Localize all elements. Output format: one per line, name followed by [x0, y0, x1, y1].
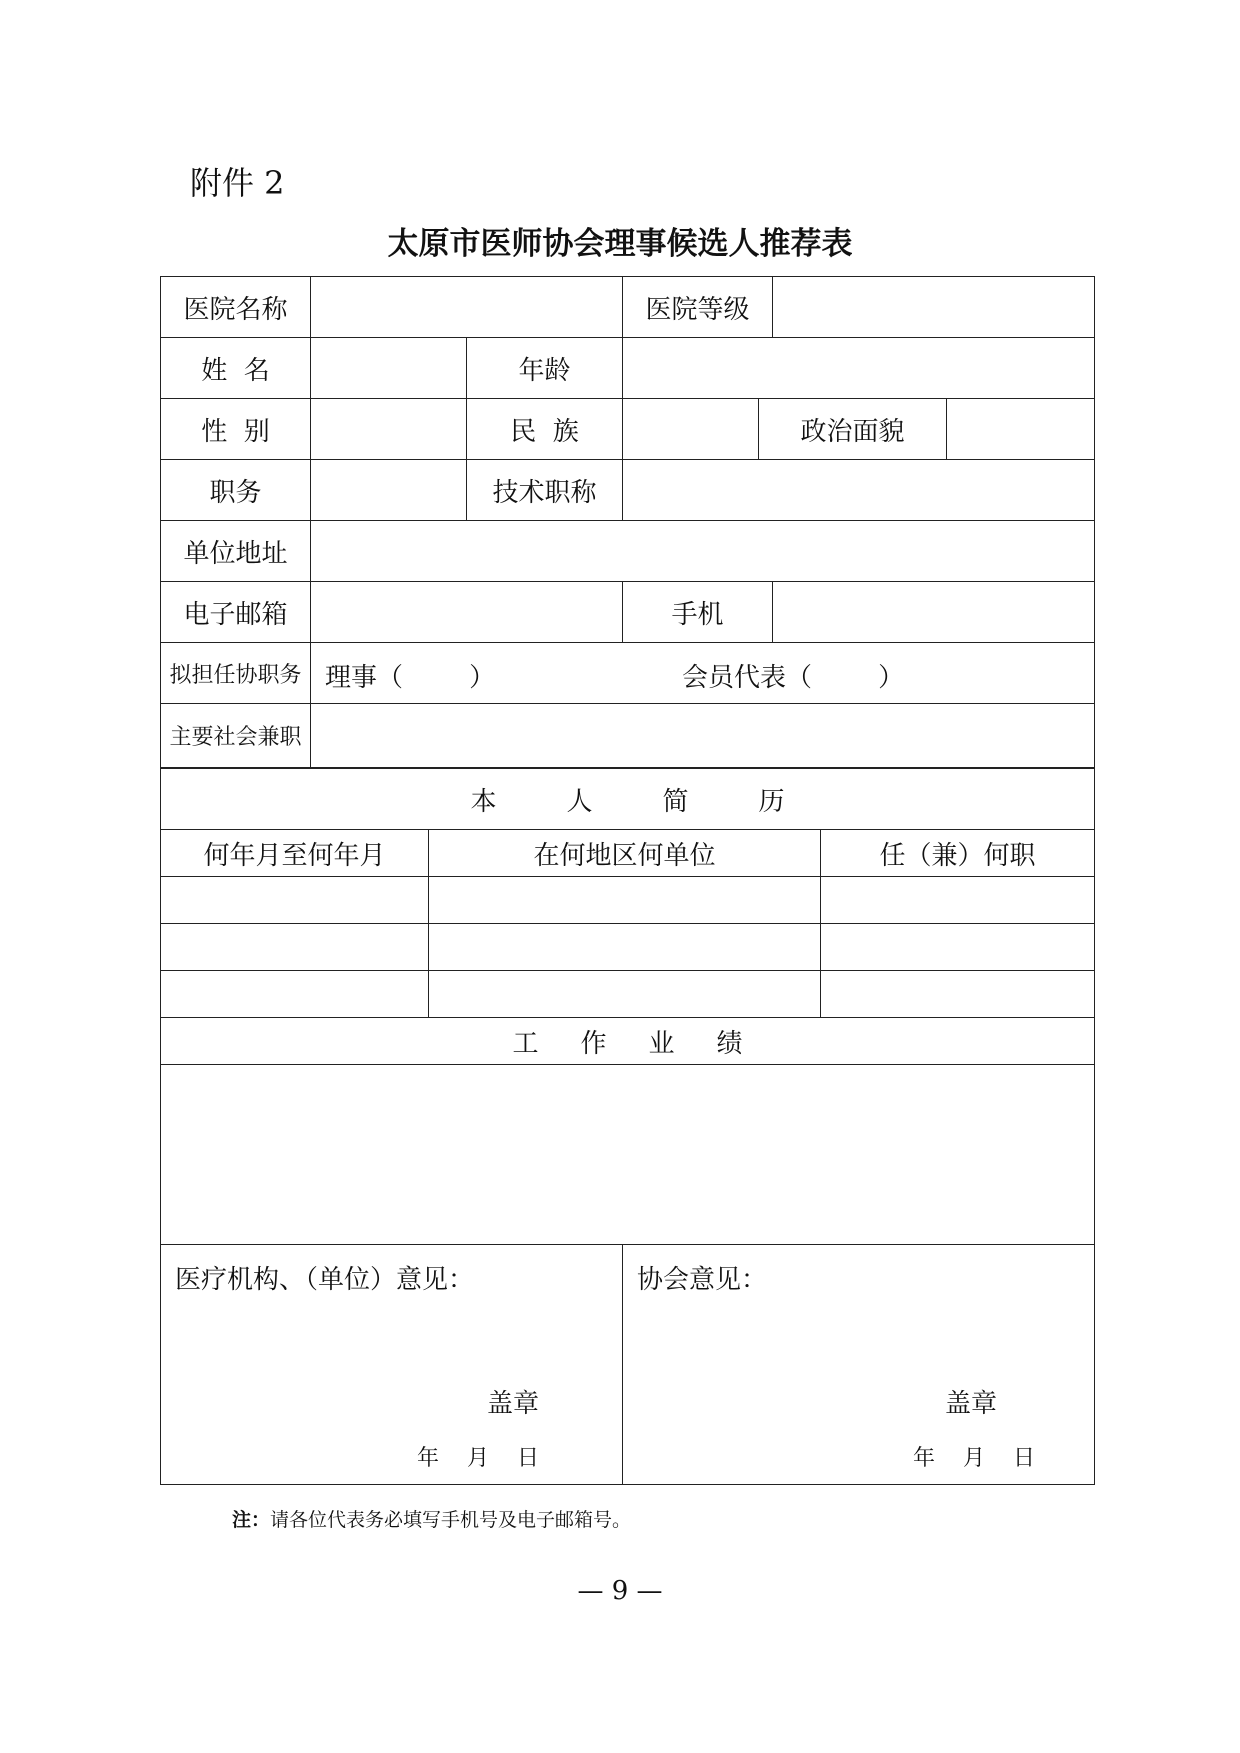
- resume-row: [161, 877, 1095, 924]
- technical-title-label: 技术职称: [467, 460, 623, 521]
- attachment-label: 附件 2: [190, 164, 285, 202]
- hospital-level-label: 医院等级: [623, 277, 773, 338]
- resume-heading-char: 简: [662, 786, 689, 817]
- gender-label: 性 别: [161, 399, 311, 460]
- technical-title-field[interactable]: [623, 460, 1095, 521]
- row-social-positions: [161, 704, 1095, 768]
- mobile-label: 手机: [623, 582, 773, 643]
- resume-row: [161, 971, 1095, 1018]
- resume-heading-row: [161, 769, 1095, 830]
- resume-period-cell[interactable]: [161, 924, 429, 971]
- resume-period-cell[interactable]: [161, 971, 429, 1018]
- proposed-role-label: 拟担任协职务: [161, 643, 311, 704]
- social-positions-field[interactable]: [311, 704, 1095, 768]
- institution-opinion-cell[interactable]: [161, 1245, 623, 1485]
- name-label: 姓 名: [161, 338, 311, 399]
- mobile-field[interactable]: [773, 582, 1095, 643]
- row-name-age: [161, 338, 1095, 399]
- member-representative-option[interactable]: 会员代表（ ）: [682, 663, 905, 693]
- hospital-level-field[interactable]: [773, 277, 1095, 338]
- resume-unit-cell[interactable]: [429, 971, 821, 1018]
- social-positions-label: 主要社会兼职: [161, 704, 311, 768]
- email-field[interactable]: [311, 582, 623, 643]
- resume-unit-cell[interactable]: [429, 924, 821, 971]
- institution-date-label: 年 月 日: [417, 1446, 539, 1471]
- achievements-heading-char: 绩: [716, 1028, 743, 1059]
- hospital-name-label: 医院名称: [161, 277, 311, 338]
- row-hospital: [161, 277, 1095, 338]
- resume-role-cell[interactable]: [821, 971, 1095, 1018]
- row-gender-ethnicity: [161, 399, 1095, 460]
- age-label: 年龄: [467, 338, 623, 399]
- role-column-header: 任（兼）何职: [821, 830, 1095, 877]
- association-date-label: 年 月 日: [913, 1446, 1035, 1471]
- association-seal-label: 盖章: [945, 1389, 998, 1419]
- achievements-heading-row: [161, 1018, 1095, 1065]
- period-column-header: 何年月至何年月: [161, 830, 429, 877]
- achievements-heading-char: 工: [512, 1028, 539, 1059]
- hospital-name-field[interactable]: [311, 277, 623, 338]
- ethnicity-label: 民 族: [467, 399, 623, 460]
- resume-heading-char: 本: [470, 786, 497, 817]
- director-option[interactable]: 理事（ ）: [325, 663, 496, 693]
- nomination-form-table: [160, 276, 1095, 768]
- institution-opinion-label: 医疗机构、（单位）意见：: [175, 1265, 475, 1295]
- resume-heading: [161, 769, 1095, 830]
- row-email: [161, 582, 1095, 643]
- row-address: [161, 521, 1095, 582]
- institution-seal-label: 盖章: [487, 1389, 540, 1419]
- resume-table: [160, 768, 1095, 1018]
- achievements-heading: [161, 1018, 1095, 1065]
- resume-column-header-row: [161, 830, 1095, 877]
- resume-heading-char: 历: [758, 786, 785, 817]
- resume-role-cell[interactable]: [821, 924, 1095, 971]
- email-label: 电子邮箱: [161, 582, 311, 643]
- name-field[interactable]: [311, 338, 467, 399]
- resume-unit-cell[interactable]: [429, 877, 821, 924]
- footnote-key: 注：: [232, 1509, 271, 1531]
- resume-period-cell[interactable]: [161, 877, 429, 924]
- work-address-field[interactable]: [311, 521, 1095, 582]
- opinions-row: [161, 1245, 1095, 1485]
- association-opinion-cell[interactable]: [623, 1245, 1095, 1485]
- resume-role-cell[interactable]: [821, 877, 1095, 924]
- resume-heading-char: 人: [566, 786, 593, 817]
- achievements-heading-char: 业: [648, 1028, 675, 1059]
- achievements-field[interactable]: [161, 1065, 1095, 1245]
- political-status-field[interactable]: [947, 399, 1095, 460]
- achievements-heading-char: 作: [580, 1028, 607, 1059]
- association-opinion-label: 协会意见：: [637, 1265, 768, 1295]
- row-position: [161, 460, 1095, 521]
- achievements-content-row: [161, 1065, 1095, 1245]
- form-title: 太原市医师协会理事候选人推荐表: [387, 226, 853, 262]
- footnote-text: 请各位代表务必填写手机号及电子邮箱号。: [270, 1509, 632, 1531]
- position-label: 职务: [161, 460, 311, 521]
- proposed-role-options: [311, 643, 1095, 704]
- page-number: — 9 —: [577, 1576, 663, 1606]
- work-address-label: 单位地址: [161, 521, 311, 582]
- resume-row: [161, 924, 1095, 971]
- age-field[interactable]: [623, 338, 1095, 399]
- political-status-label: 政治面貌: [759, 399, 947, 460]
- footnote: [232, 1505, 631, 1532]
- gender-field[interactable]: [311, 399, 467, 460]
- ethnicity-field[interactable]: [623, 399, 759, 460]
- achievements-table: [160, 1017, 1095, 1485]
- unit-column-header: 在何地区何单位: [429, 830, 821, 877]
- row-proposed-role: [161, 643, 1095, 704]
- position-field[interactable]: [311, 460, 467, 521]
